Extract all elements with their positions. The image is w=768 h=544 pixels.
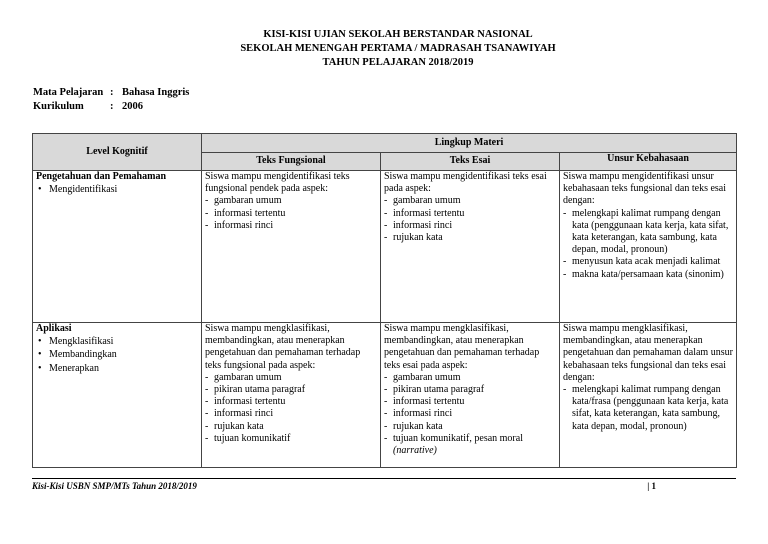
cell-essay <box>381 171 560 323</box>
table-row <box>33 171 737 323</box>
list-item: - pikiran utama paragraf <box>205 384 377 396</box>
list-item: • Membandingkan <box>36 349 198 361</box>
list-item: - menyusun kata acak menjadi kalimat <box>563 256 733 268</box>
cell-linguistic <box>560 323 737 468</box>
list-item: - informasi tertentu <box>205 208 377 220</box>
level-list <box>36 336 198 375</box>
header-scope: Lingkup Materi <box>202 134 737 153</box>
list-item <box>384 433 556 457</box>
aspect-list <box>384 195 556 244</box>
list-item: - gambaran umum <box>384 195 556 207</box>
page-footer <box>32 478 736 491</box>
cell-essay <box>381 323 560 468</box>
aspect-list <box>205 195 377 232</box>
cell-level <box>33 323 202 468</box>
text-type-note: (narrative) <box>393 445 437 457</box>
curriculum-value: 2006 <box>122 101 143 112</box>
cell-intro: Siswa mampu mengklasifikasi, membandingkan, atau menerapkan pengetahuan dan pemahaman terhadap teks fungsional pada aspek: <box>205 323 361 371</box>
header-essay: Teks Esai <box>381 153 560 171</box>
document-header <box>0 28 768 70</box>
level-list <box>36 184 198 196</box>
list-item: - rujukan kata <box>384 232 556 244</box>
header-title: KISI-KISI UJIAN SEKOLAH BERSTANDAR NASIONAL <box>263 29 533 40</box>
list-item-text: tujuan komunikatif, pesan moral <box>393 432 523 444</box>
header-school: SEKOLAH MENENGAH PERTAMA / MADRASAH TSANAWIYAH <box>240 43 556 54</box>
list-item: - rujukan kata <box>384 421 556 433</box>
curriculum-colon: : <box>110 101 114 112</box>
page-number: | 1 <box>647 481 656 491</box>
list-item: • Mengidentifikasi <box>36 184 198 196</box>
aspect-list <box>563 208 733 281</box>
cell-intro: Siswa mampu mengidentifikasi unsur kebahasaan teks fungsional dan teks esai dengan: <box>563 171 727 207</box>
list-item: - informasi tertentu <box>384 396 556 408</box>
list-item: - informasi rinci <box>384 220 556 232</box>
list-item: - gambaran umum <box>205 372 377 384</box>
subject-row <box>33 86 189 100</box>
list-item: - melengkapi kalimat rumpang dengan kata/frasa (penggunaan kata kerja, kata sifat, kata keterangan, kata sambung, kata depan, modal, pronoun) <box>563 384 733 433</box>
subject-label: Mata Pelajaran <box>33 87 104 98</box>
table-row <box>33 323 737 468</box>
list-item: - informasi rinci <box>205 408 377 420</box>
curriculum-row <box>33 100 189 114</box>
aspect-list <box>205 372 377 445</box>
subject-colon: : <box>110 87 114 98</box>
level-title: Aplikasi <box>36 323 72 334</box>
list-item: • Mengklasifikasi <box>36 336 198 348</box>
list-item: - informasi rinci <box>205 220 377 232</box>
footer-title: Kisi-Kisi USBN SMP/MTs Tahun 2018/2019 <box>32 481 197 491</box>
cell-level <box>33 171 202 323</box>
aspect-list <box>384 372 556 457</box>
list-item: - melengkapi kalimat rumpang dengan kata (penggunaan kata kerja, kata sifat, kata keterangan, kata sambung, kata depan, modal, pronoun) <box>563 208 733 257</box>
list-item: - pikiran utama paragraf <box>384 384 556 396</box>
header-year: TAHUN PELAJARAN 2018/2019 <box>322 57 474 68</box>
header-functional: Teks Fungsional <box>202 153 381 171</box>
list-item: - informasi tertentu <box>205 396 377 408</box>
list-item: - rujukan kata <box>205 421 377 433</box>
list-item: - tujuan komunikatif <box>205 433 377 445</box>
cell-intro: Siswa mampu mengidentifikasi teks fungsional pendek pada aspek: <box>205 171 350 195</box>
list-item: - informasi tertentu <box>384 208 556 220</box>
aspect-list <box>563 384 733 433</box>
cell-linguistic <box>560 171 737 323</box>
subject-value: Bahasa Inggris <box>122 87 190 98</box>
curriculum-label: Kurikulum <box>33 101 84 112</box>
list-item: - gambaran umum <box>205 195 377 207</box>
kisi-kisi-table <box>32 133 737 468</box>
list-item: - informasi rinci <box>384 408 556 420</box>
cell-intro: Siswa mampu mengklasifikasi, membandingkan, atau menerapkan pengetahuan dan pemahaman terhadap teks esai pada aspek: <box>384 323 540 371</box>
cell-functional <box>202 323 381 468</box>
header-linguistic: Unsur Kebahasaan <box>560 153 737 171</box>
cell-intro: Siswa mampu mengklasifikasi, membandingkan, atau menerapkan pengetahuan dan pemahaman dalam unsur kebahasaan teks fungsional dan teks esai dengan: <box>563 323 733 383</box>
list-item: - makna kata/persamaan kata (sinonim) <box>563 269 733 281</box>
list-item: - gambaran umum <box>384 372 556 384</box>
level-title: Pengetahuan dan Pemahaman <box>36 171 167 182</box>
cell-functional <box>202 171 381 323</box>
cell-intro: Siswa mampu mengidentifikasi teks esai pada aspek: <box>384 171 547 195</box>
document-meta <box>33 86 189 114</box>
header-level: Level Kognitif <box>33 134 202 171</box>
list-item: • Menerapkan <box>36 363 198 375</box>
